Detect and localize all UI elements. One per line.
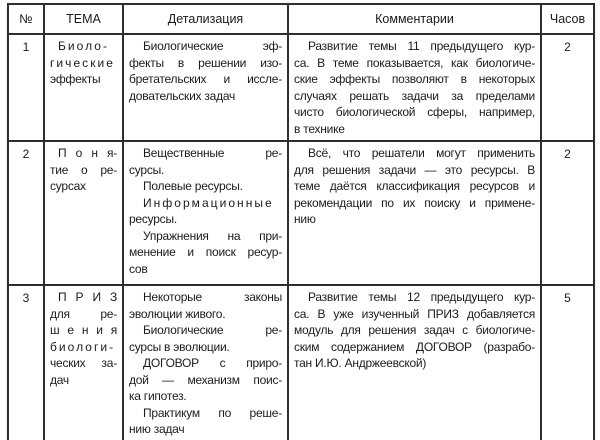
table-row: [8, 34, 594, 141]
text-line: П о н я-: [58, 146, 117, 160]
text-line: нию: [294, 212, 316, 226]
text-line: менение и поиск ресур-: [129, 245, 282, 259]
text-line: са. В теме показывается, как биологиче-: [294, 55, 535, 70]
text-line: чисто биологической сферы, например,: [294, 105, 535, 119]
text-line: Биологические эф-: [143, 39, 282, 53]
text-line: Практикум по реше-: [143, 405, 282, 420]
course-plan-table: [7, 3, 595, 440]
cell-hours: 2: [541, 141, 594, 285]
text-line: Упражнения на при-: [143, 228, 282, 243]
text-line: Всё, что решатели могут применить: [308, 146, 535, 160]
cell-detail: [123, 285, 288, 440]
col-header-tema: ТЕМА: [44, 4, 123, 34]
text-line: фекты в решении изо-: [129, 55, 282, 70]
cell-tema: [44, 285, 123, 440]
table-body: [8, 34, 594, 440]
text-line: ДОГОВОР с приро-: [143, 356, 282, 370]
text-line: нию задач: [129, 422, 185, 436]
text-line: ческих за-: [50, 356, 117, 370]
cell-comments: [288, 141, 541, 285]
text-line: Полевые ресурсы.: [143, 179, 243, 193]
text-line: в технике: [294, 121, 345, 136]
table-header: [8, 4, 594, 34]
text-line: Некоторые законы: [143, 290, 282, 304]
col-header-num: №: [8, 4, 44, 34]
text-line: Информационные: [143, 195, 274, 210]
cell-tema: [44, 34, 123, 141]
text-line: бретательских и иссле-: [129, 72, 282, 86]
text-line: Биологические ре-: [143, 323, 282, 337]
cell-hours: 5: [541, 285, 594, 440]
text-line: сурсы.: [129, 162, 165, 177]
text-line: тие о ре-: [50, 162, 117, 177]
cell-num: 3: [8, 285, 44, 440]
text-line: дач: [50, 372, 69, 387]
text-line: эффекты: [50, 72, 101, 86]
text-line: П Р И З: [58, 290, 117, 304]
table-row: [8, 141, 594, 285]
text-line: Развитие темы 11 предыдущего кур-: [308, 39, 535, 53]
col-header-comments: Комментарии: [288, 4, 541, 34]
text-line: для решения задачи — это ресурсы. В: [294, 162, 535, 177]
cell-detail: [123, 34, 288, 141]
text-line: Развитие темы 12 предыдущего кур-: [308, 290, 535, 304]
text-line: ским содержанием ДОГОВОР (разрабо-: [294, 339, 535, 354]
col-header-detail: Детализация: [123, 4, 288, 34]
text-line: дой — механизм поис-: [129, 372, 282, 387]
text-line: ш е н и я: [50, 323, 117, 337]
cell-num: 1: [8, 34, 44, 141]
col-header-hours: Часов: [541, 4, 594, 34]
text-line: рекомендации по их поиску и примене-: [294, 195, 535, 210]
text-line: теме даётся классификация ресурсов и: [294, 179, 535, 193]
text-line: для ре-: [50, 306, 117, 321]
text-line: тан И.Ю. Андржеевской): [294, 356, 427, 370]
text-line: биологи-: [50, 339, 116, 354]
cell-hours: 2: [541, 34, 594, 141]
text-line: гические: [50, 55, 115, 70]
text-line: довательских задач: [129, 88, 236, 103]
text-line: модуль для решения задач с биологиче-: [294, 323, 535, 337]
text-line: эволюции живого.: [129, 306, 226, 321]
cell-num: 2: [8, 141, 44, 285]
text-line: ские эффекты позволяют в некоторых: [294, 72, 535, 86]
text-line: сурсы в эволюции.: [129, 339, 230, 354]
text-line: ка гипотез.: [129, 389, 187, 403]
header-row: [8, 4, 594, 34]
text-line: случаях решать задачи за пределами: [294, 88, 535, 103]
text-line: Биоло-: [58, 39, 110, 53]
table-row: [8, 285, 594, 440]
cell-detail: [123, 141, 288, 285]
text-line: Вещественные ре-: [143, 146, 282, 160]
text-line: сурсах: [50, 179, 86, 193]
text-line: сов: [129, 261, 148, 276]
text-line: са. В уже изученный ПРИЗ добавляется: [294, 306, 535, 321]
text-line: ресурсы.: [129, 212, 177, 226]
cell-comments: [288, 285, 541, 440]
cell-tema: [44, 141, 123, 285]
cell-comments: [288, 34, 541, 141]
